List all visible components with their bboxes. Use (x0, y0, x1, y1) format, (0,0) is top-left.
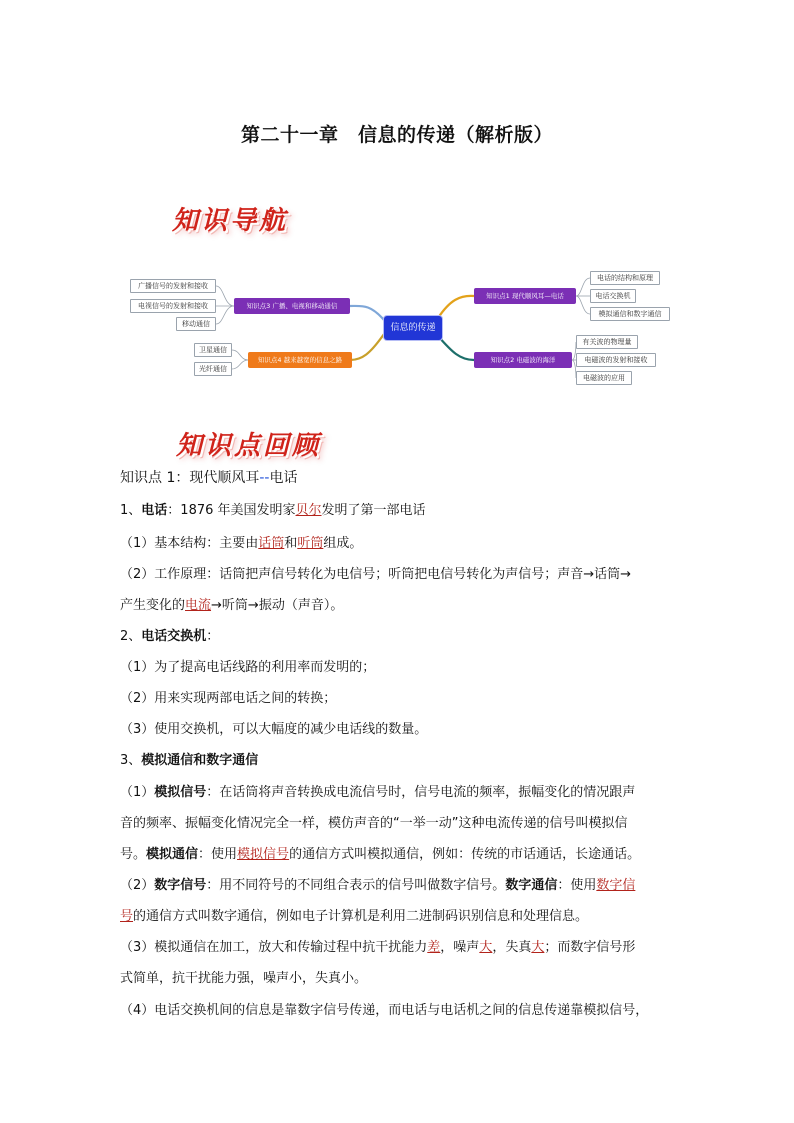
mindmap-leaf-kp2-3: 电磁波的应用 (576, 371, 632, 385)
term: 模拟通信 (146, 847, 199, 862)
section-number: 1、 (120, 503, 142, 518)
text: 和 (284, 536, 298, 551)
section-1-1-structure (120, 536, 680, 552)
text: ，噪声 (440, 940, 480, 955)
mindmap-leaf-kp4-2: 光纤通信 (194, 362, 232, 376)
text: （2） (120, 878, 155, 893)
term: 模拟通信和数字通信 (141, 753, 259, 768)
text: ：在话筒将声音转换成电流信号时，信号电流的频率，振幅变化的情况跟声 (206, 785, 636, 800)
text: ：使用 (198, 847, 238, 862)
text: ，失真 (492, 940, 532, 955)
section-3-3-line1 (120, 940, 680, 956)
answer-blank: 大 (479, 940, 493, 955)
section-2-1: （1）为了提高电话线路的利用率而发明的； (120, 660, 376, 675)
mindmap-leaf-kp3-1: 广播信号的发射和接收 (130, 279, 216, 293)
answer-blank: 模拟信号 (237, 847, 290, 862)
text: （1）基本结构：主要由 (120, 536, 259, 551)
section-3-1-line2: 音的频率、振幅变化情况完全一样，模仿声音的“一举一动”这种电流传递的信号叫模拟信 (120, 816, 628, 831)
answer-blank: 数字信 (596, 878, 636, 893)
mindmap-leaf-kp3-3: 移动通信 (176, 317, 216, 331)
mindmap-center-node: 信息的传递 (384, 316, 442, 340)
mindmap-leaf-kp1-2: 电话交换机 (590, 289, 636, 303)
knowledge-navigation-banner: 知识导航 (172, 206, 289, 236)
section-1-2-principle-line2 (120, 598, 680, 614)
section-2-2: （2）用来实现两部电话之间的转换； (120, 691, 337, 706)
mindmap-leaf-kp2-1: 有关波的物理量 (576, 335, 638, 349)
mindmap-leaf-kp2-2: 电磁波的发射和接收 (576, 353, 656, 367)
section-3-2-line1 (120, 878, 680, 894)
answer-blank: 听筒 (297, 536, 324, 551)
knowledge-review-banner: 知识点回顾 (176, 431, 322, 461)
section-2-exchange (120, 629, 680, 645)
section-3-2-line2 (120, 909, 680, 925)
mindmap-branch-kp4: 知识点4 越来越宽的信息之路 (248, 352, 352, 368)
section-2-3: （3）使用交换机，可以大幅度的减少电话线的数量。 (120, 722, 428, 737)
mindmap-leaf-kp3-2: 电视信号的发射和接收 (130, 299, 216, 313)
answer-blank: 差 (427, 940, 441, 955)
mindmap-leaf-kp1-3: 模拟通信和数字通信 (590, 307, 670, 321)
text: 组成。 (323, 536, 363, 551)
text: 发明了第一部电话 (321, 503, 426, 518)
text: →听筒→振动（声音）。 (211, 598, 344, 613)
kp-heading-topic: 电话 (269, 470, 298, 486)
text: ： (206, 629, 220, 644)
answer-blank: 电流 (185, 598, 212, 613)
term: 电话交换机 (141, 629, 207, 644)
section-number: 3、 (120, 753, 142, 768)
term: 电话 (141, 503, 168, 518)
section-3-1-line3 (120, 847, 680, 863)
text: 的通信方式叫数字通信，例如电子计算机是利用二进制码识别信息和处理信息。 (133, 909, 589, 924)
term: 数字信号 (154, 878, 207, 893)
mindmap-branch-kp2: 知识点2 电磁波的海洋 (474, 352, 572, 368)
mindmap-leaf-kp1-1: 电话的结构和原理 (590, 271, 660, 285)
text: ：1876 年美国发明家 (167, 503, 296, 518)
section-3-1-line1 (120, 785, 680, 801)
answer-blank: 大 (531, 940, 545, 955)
text: ；而数字信号形 (544, 940, 636, 955)
text: （3）模拟通信在加工，放大和传输过程中抗干扰能力 (120, 940, 428, 955)
section-1-2-principle-line1: （2）工作原理：话筒把声信号转化为电信号；听筒把电信号转化为声信号；声音→话筒→ (120, 567, 632, 582)
section-number: 2、 (120, 629, 142, 644)
page-title: 第二十一章 信息的传递（解析版） (240, 124, 553, 146)
text: 产生变化的 (120, 598, 186, 613)
section-3-analog-digital (120, 753, 680, 769)
answer-blank: 号 (120, 909, 134, 924)
text: 的通信方式叫模拟通信，例如：传统的市话通话，长途通话。 (289, 847, 641, 862)
mindmap-leaf-kp4-1: 卫星通信 (194, 343, 232, 357)
term: 数字通信 (505, 878, 558, 893)
text: （1） (120, 785, 155, 800)
mindmap-branch-kp1: 知识点1 现代顺风耳—电话 (474, 288, 576, 304)
kp-heading-dash: -- (259, 470, 270, 486)
text: 号。 (120, 847, 147, 862)
section-3-3-line2: 式简单，抗干扰能力强，噪声小，失真小。 (120, 971, 368, 986)
kp-heading-text: 知识点 1：现代顺风耳 (120, 470, 260, 486)
mindmap-branch-kp3: 知识点3 广播、电视和移动通信 (234, 298, 350, 314)
answer-blank: 贝尔 (295, 503, 322, 518)
term: 模拟信号 (154, 785, 207, 800)
section-3-4: （4）电话交换机间的信息是靠数字信号传递，而电话与电话机之间的信息传递靠模拟信号， (120, 1003, 649, 1018)
text: ：使用 (557, 878, 597, 893)
section-1-telephone (120, 503, 680, 519)
knowledge-point-heading (120, 470, 680, 486)
text: ：用不同符号的不同组合表示的信号叫做数字信号。 (206, 878, 506, 893)
answer-blank: 话筒 (258, 536, 285, 551)
